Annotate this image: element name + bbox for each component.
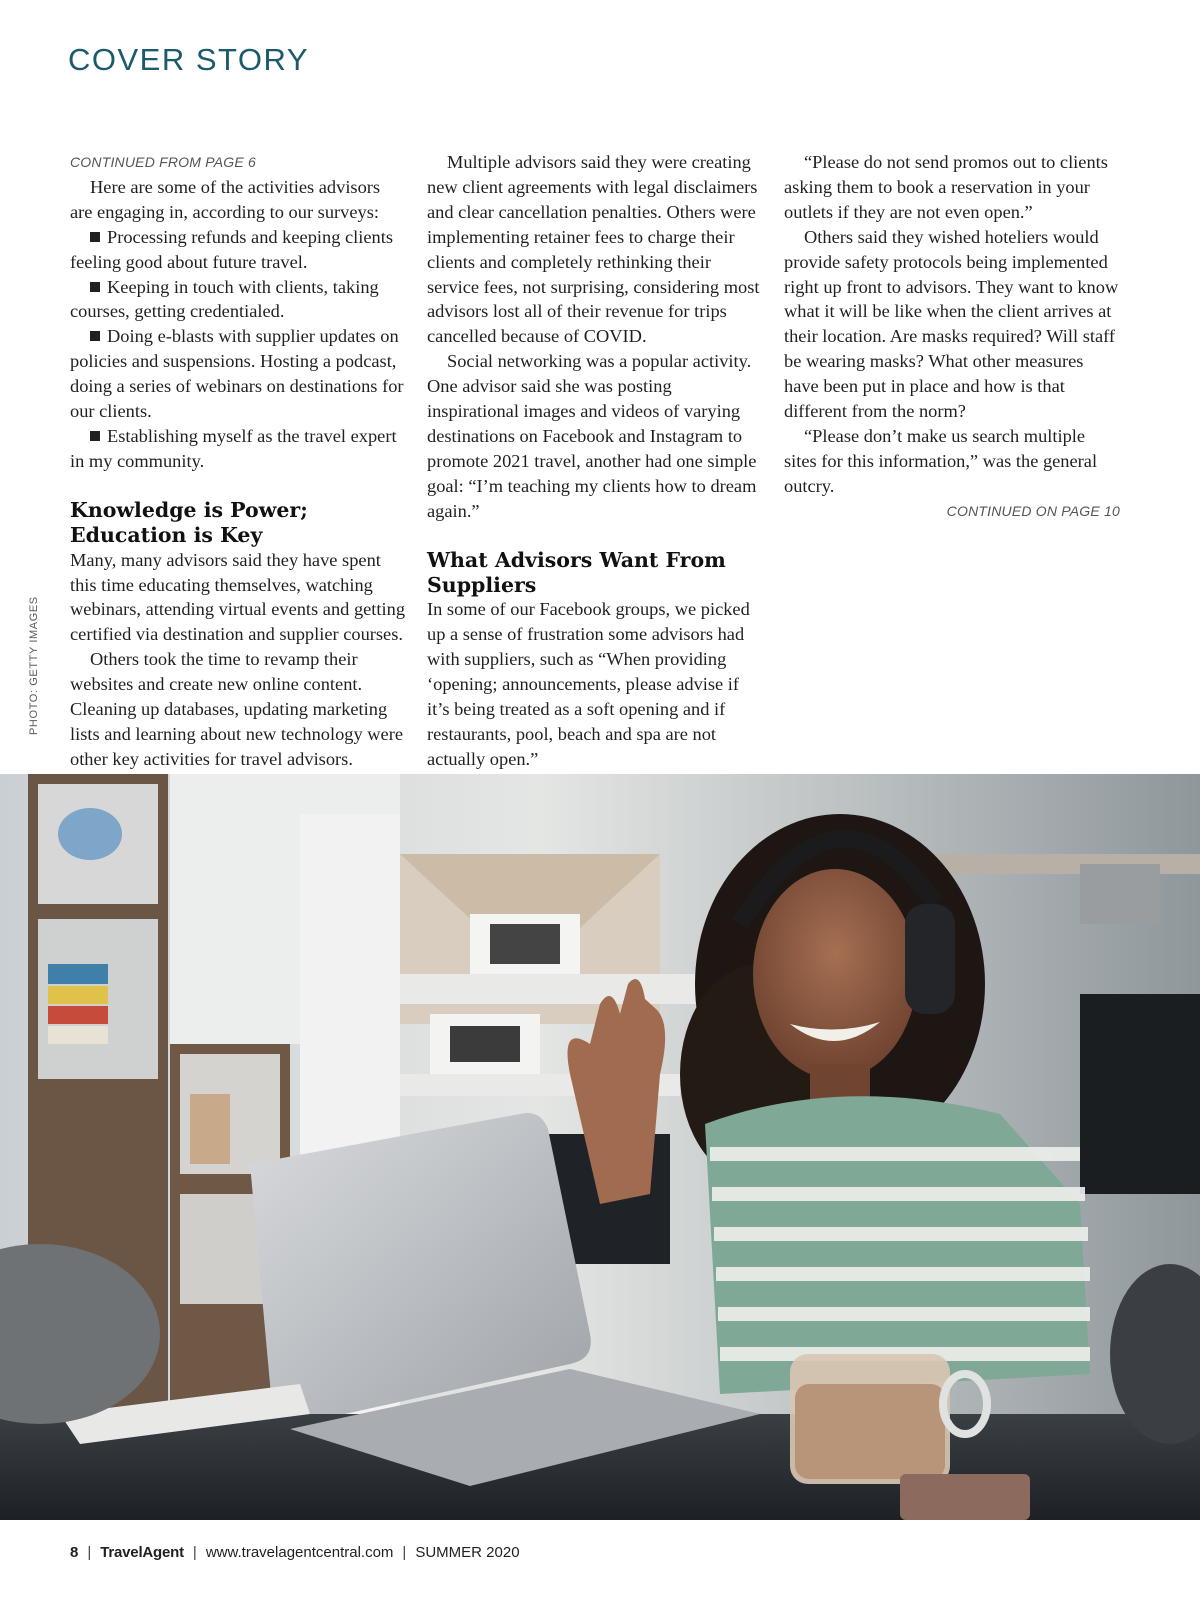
continued-on-note: CONTINUED ON PAGE 10 <box>946 502 1120 519</box>
body-paragraph: Many, many advisors said they have spent this time educating themselves, watching webinars, attending virtual events and getting certified via destination and supplier courses. <box>70 549 406 645</box>
square-bullet-icon <box>90 282 100 292</box>
subhead-suppliers: What Advisors Want From Suppliers <box>427 547 726 597</box>
body-paragraph: Multiple advisors said they were creating new client agreements with legal disclaimers and clear cancellation penalties. Others were implementing retainer fees to charge their clients and completely rethinking their service fees, not surprising, considering most advisors lost all of their revenue for trips cancelled because of COVID. <box>427 152 760 347</box>
page-footer <box>70 1544 520 1561</box>
footer-brand: TravelAgent <box>100 1544 184 1561</box>
footer-separator: | <box>192 1544 197 1561</box>
footer-url: www.travelagentcentral.com <box>205 1544 394 1561</box>
article-column-1 <box>70 150 406 769</box>
footer-separator: | <box>402 1544 407 1561</box>
intro-paragraph: Here are some of the activities advisors are engaging in, according to our surveys: <box>70 176 381 222</box>
woman-waving-at-laptop-photo <box>0 774 1200 1520</box>
body-paragraph: “Please don’t make us search multiple sites for this information,” was the general outcry. <box>784 425 1098 496</box>
bullet-item: Keeping in touch with clients, taking courses, getting credentialed. <box>70 276 379 322</box>
article-column-3 <box>784 150 1120 524</box>
footer-separator: | <box>87 1544 92 1561</box>
page-number: 8 <box>70 1544 79 1561</box>
body-paragraph: In some of our Facebook groups, we picked up a sense of frustration some advisors had with suppliers, such as “When providing ‘opening; announcements, please advise if it’s being treated as a soft opening and if restaurants, pool, beach and spa are not actually open.” <box>427 599 750 769</box>
article-photo <box>0 774 1200 1520</box>
bullet-item: Processing refunds and keeping clients feeling good about future travel. <box>70 226 394 272</box>
body-paragraph: “Please do not send promos out to clients asking them to book a reservation in your outlets if they are not even open.” <box>784 152 1108 222</box>
square-bullet-icon <box>90 232 100 242</box>
subhead-knowledge: Knowledge is Power; Education is Key <box>70 497 308 547</box>
continued-from-note: CONTINUED FROM PAGE 6 <box>70 154 256 170</box>
body-paragraph: Others took the time to revamp their websites and create new online content. Cleaning up databases, updating marketing lists and learning about new technology were other key activities for travel advisors. <box>70 649 403 769</box>
section-label: COVER STORY <box>68 42 310 77</box>
square-bullet-icon <box>90 431 100 441</box>
bullet-item: Doing e-blasts with supplier updates on policies and suspensions. Hosting a podcast, doing a series of webinars on destinations for our clients. <box>70 326 404 422</box>
article-column-2 <box>427 150 763 769</box>
body-paragraph: Social networking was a popular activity. One advisor said she was posting inspirational images and videos of varying destinations on Facebook and Instagram to promote 2021 travel, another had one simple goal: “I’m teaching my clients how to dream again.” <box>427 351 757 521</box>
footer-issue: SUMMER 2020 <box>415 1544 520 1561</box>
photo-credit: PHOTO: GETTY IMAGES <box>28 596 40 735</box>
body-paragraph: Others said they wished hoteliers would provide safety protocols being implemented right up front to advisors. They want to know what it will be like when the client arrives at their location. Are masks required? Will staff be wearing masks? What other measures have been put in place and how is that different from the norm? <box>784 226 1119 422</box>
square-bullet-icon <box>90 331 100 341</box>
bullet-item: Establishing myself as the travel expert in my community. <box>70 425 397 471</box>
